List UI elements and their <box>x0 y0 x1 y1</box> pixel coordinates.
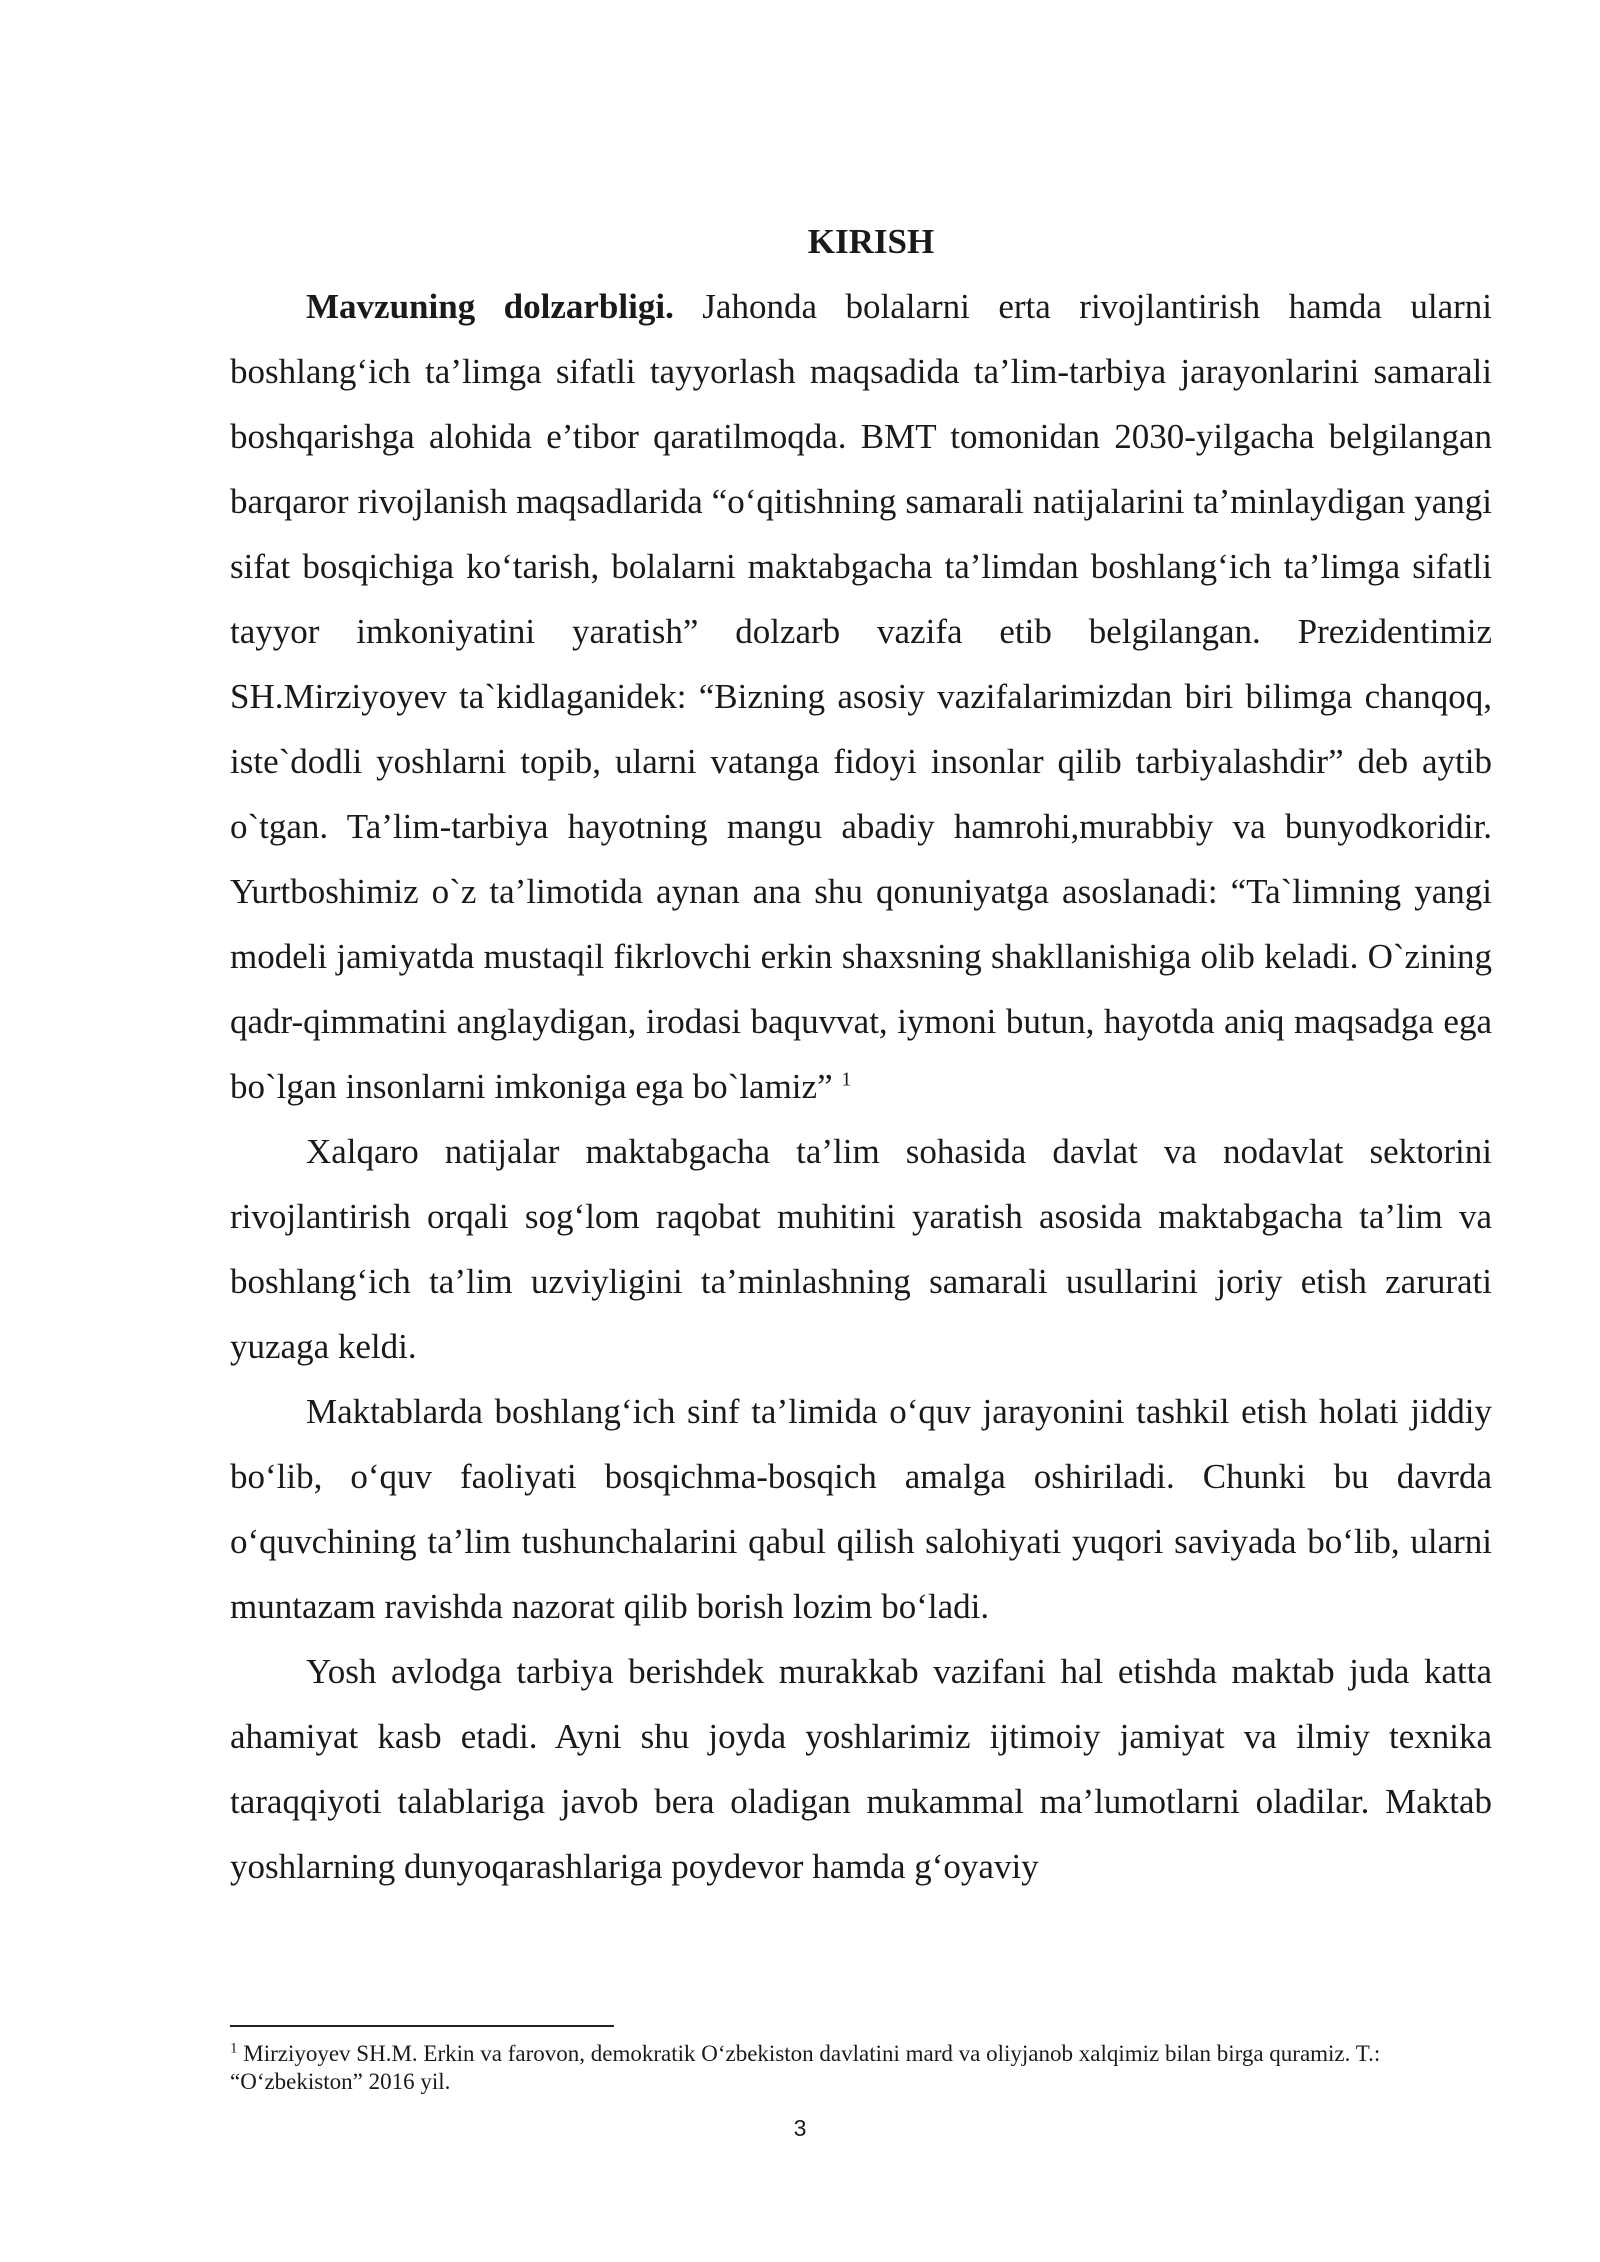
paragraph-school-role: Yosh avlodga tarbiya berishdek murakkab vazifani hal etishda maktab juda katta ahamiyat kasb etadi. Ayni shu joyda yoshlarimiz ijtimoiy jamiyat va ilmiy texnika taraqqiyoti talablariga javob bera oladigan mukammal ma’lumotlarni oladilar. Maktab yoshlarning dunyoqarashlariga poydevor hamda g‘oyaviy <box>230 1652 1492 1886</box>
footnote-reference[interactable]: 1 <box>841 1068 852 1091</box>
paragraph-relevance <box>230 274 1492 1119</box>
paragraph-text: Jahonda bolalarni erta rivojlantirish hamda ularni boshlang‘ich ta’limga sifatli tayyorlash maqsadida ta’lim-tarbiya jarayonlarini samarali boshqarishga alohida e’tibor qaratilmoqda. BMT tomonidan 2030-yilgacha belgilangan barqaror rivojlanish maqsadlarida “o‘qitishning samarali natijalarini ta’minlaydigan yangi sifat bosqichiga ko‘tarish, bolalarni maktabgacha ta’limdan boshlang‘ich ta’limga sifatli tayyor imkoniyatini yaratish” dolzarb vazifa etib belgilangan. Prezidentimiz SH.Mirziyoyev ta`kidlaganidek: “Bizning asosiy vazifalarimizdan biri bilimga chanqoq, iste`dodli yoshlarni topib, ularni vatanga fidoyi insonlar qilib tarbiyalashdir” deb aytib o`tgan. Ta’lim-tarbiya hayotning mangu abadiy hamrohi,murabbiy va bunyodkoridir. Yurtboshimiz o`z ta’limotida aynan ana shu qonuniyatga asoslanadi: “Ta`limning yangi modeli jamiyatda mustaqil fikrlovchi erkin shaxsning shakllanishiga olib keladi. O`zining qadr-qimmatini anglaydigan, irodasi baquvvat, iymoni butun, hayotda aniq maqsadga ega bo`lgan insonlarni imkoniga ega bo`lamiz” <box>230 287 1492 1106</box>
footnote-divider <box>230 2025 614 2027</box>
page-number: 3 <box>793 2115 807 2141</box>
footnote-number: 1 <box>230 2040 238 2057</box>
footnote <box>230 2040 1480 2096</box>
paragraph-international-results: Xalqaro natijalar maktabgacha ta’lim sohasida davlat va nodavlat sektorini rivojlantirish orqali sog‘lom raqobat muhitini yaratish asosida maktabgacha ta’lim va boshlang‘ich ta’lim uzviyligini ta’minlashning samarali usullarini joriy etish zarurati yuzaga keldi. <box>230 1132 1492 1366</box>
paragraph-primary-school: Maktablarda boshlang‘ich sinf ta’limida o‘quv jarayonini tashkil etish holati jiddiy bo‘lib, o‘quv faoliyati bosqichma-bosqich amalga oshiriladi. Chunki bu davrda o‘quvchining ta’lim tushunchalarini qabul qilish salohiyati yuqori saviyada bo‘lib, ularni muntazam ravishda nazorat qilib borish lozim bo‘ladi. <box>230 1392 1492 1626</box>
page-body <box>230 210 1492 1899</box>
paragraph-lead-heading: Mavzuning dolzarbligi. <box>306 287 674 326</box>
footnote-text: Mirziyoyev SH.M. Erkin va farovon, demokratik O‘zbekiston davlatini mard va oliyjanob xalqimiz bilan birga quramiz. T.: “O‘zbekiston” 2016 yil. <box>230 2041 1381 2094</box>
page-title: KIRISH <box>807 222 935 261</box>
